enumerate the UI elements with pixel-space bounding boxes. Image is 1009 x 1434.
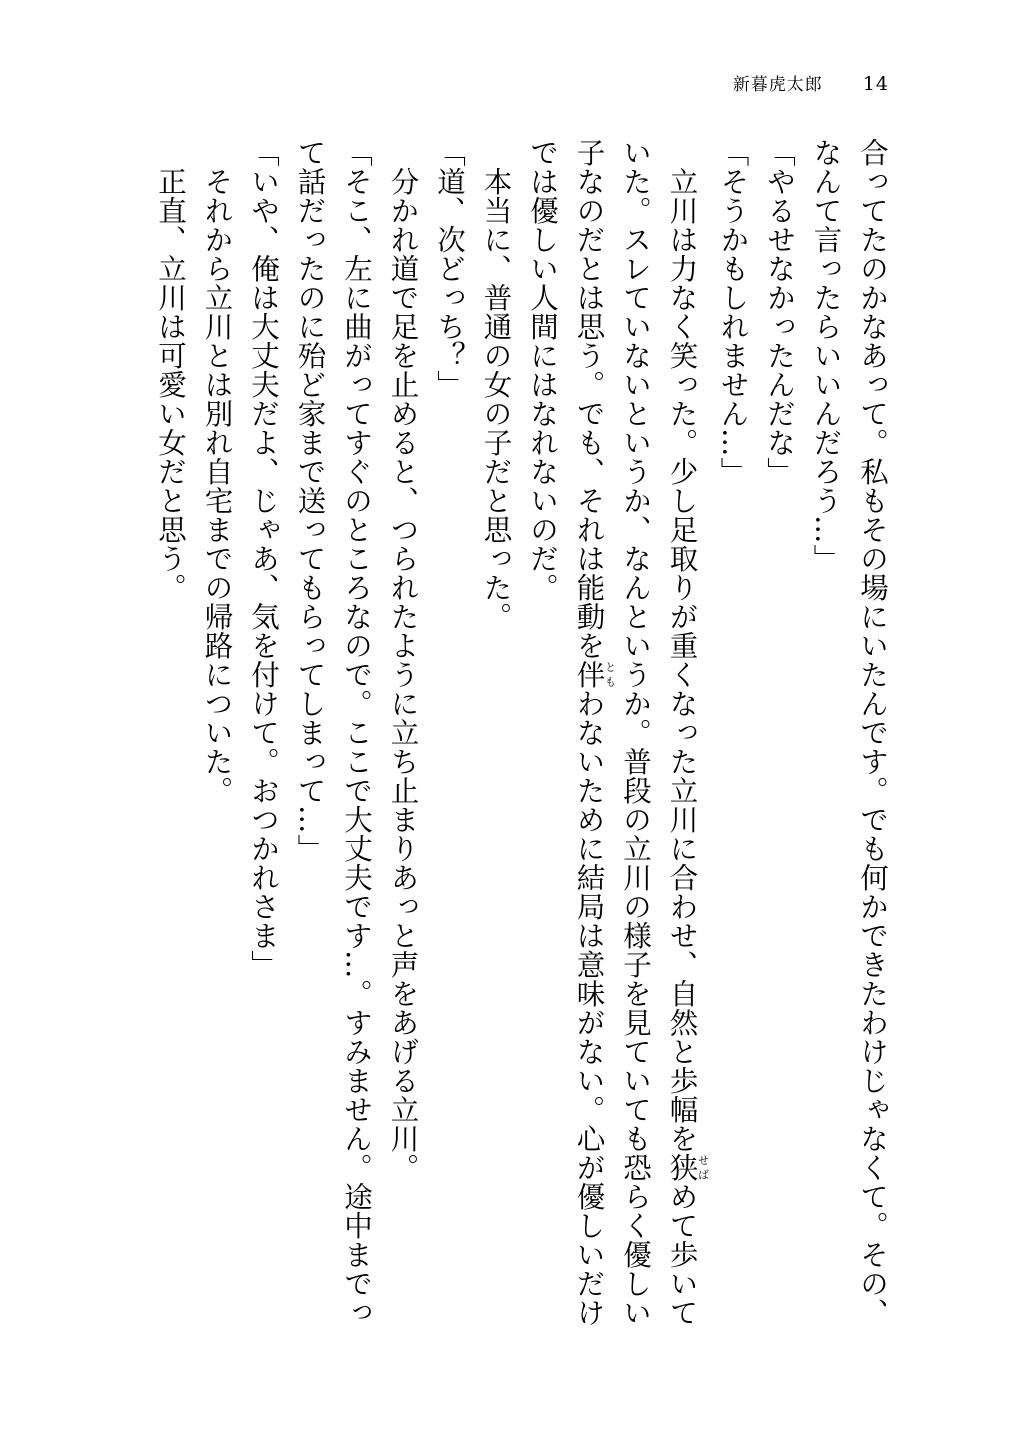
ruby-reading: とも xyxy=(603,660,617,689)
paragraph: 「やるせなかったんだな」 xyxy=(763,138,796,486)
page-number: 14 xyxy=(862,73,889,95)
paragraph: 「そうかもしれません…」 xyxy=(716,138,750,486)
paragraph: それから立川とは別れ自宅までの帰路についた。 xyxy=(200,166,234,805)
paragraph: 立川は力なく笑った。少し足取りが重くなった立川に合わせ、自然と歩幅を狭せばめて歩いていた。スレていないというか、なんというか。普段の立川の様子を見ていても恐らく優しい子なのだとは思う。でも、それは能動を伴ともわないために結局は意味がない。心が優しいだけでは優しい人間にはなれないのだ。 xyxy=(526,138,710,1327)
paragraph: 「いや、俺は大丈夫だよ、じゃあ、気を付けて。おつかれさま」 xyxy=(247,138,280,979)
paragraph: 「道、次どっち？」 xyxy=(433,138,466,399)
ruby-annotation: 伴とも xyxy=(572,660,617,689)
page-header xyxy=(733,70,889,95)
paragraph: 正直、立川は可愛い女だと思う。 xyxy=(154,166,187,602)
vertical-body-text xyxy=(120,138,895,1338)
paragraph: 「そこ、左に曲がってすぐのところなので。ここで大丈夫です…。すみません。途中までって話だったのに殆ど家まで送ってもらってしまって…」 xyxy=(293,138,373,1327)
ruby-reading: せば xyxy=(696,1152,710,1182)
ruby-annotation: 狭せば xyxy=(665,1152,710,1182)
paragraph: 合ってたのかなあって。私もその場にいたんです。でも何かできたわけじゃなくて。その、なんて言ったらいいんだろう…」 xyxy=(809,138,889,1327)
author-name: 新暮虎太郎 xyxy=(732,75,823,95)
paragraph: 分かれ道で足を止めると、つられたように立ち止まりあっと声をあげる立川。 xyxy=(386,166,420,1182)
paragraph: 本当に、普通の女の子だと思った。 xyxy=(479,166,513,631)
